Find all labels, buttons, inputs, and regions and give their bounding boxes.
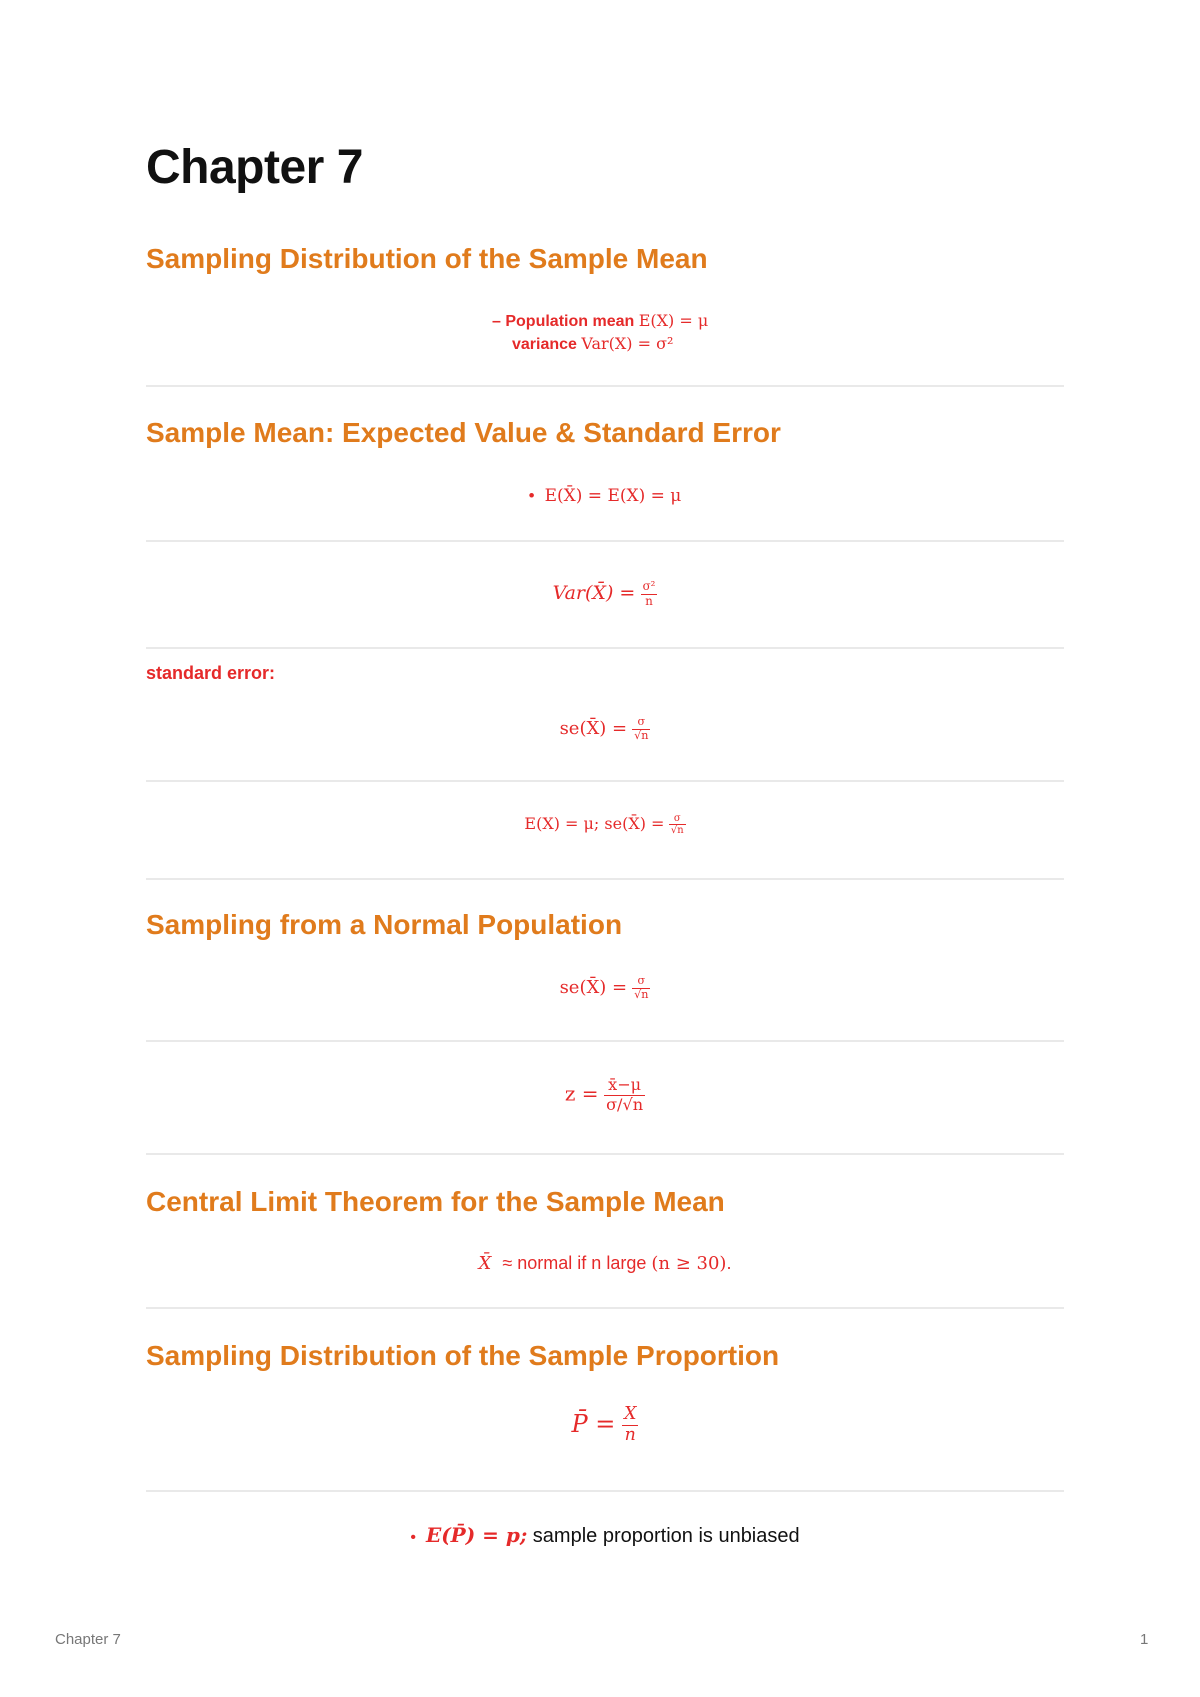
divider: [146, 385, 1064, 387]
expected-value-bullet: [146, 486, 1064, 506]
heading-normal-population: Sampling from a Normal Population: [146, 909, 623, 940]
z-numerator: x̄−μ: [608, 1075, 642, 1094]
standard-error-formula: [146, 716, 1064, 743]
standard-error-label: standard error:: [146, 663, 276, 683]
normal-se-lhs: se(X̄) =: [559, 977, 628, 999]
clt-statement: [146, 1253, 1064, 1274]
variance-line: [492, 333, 708, 356]
proportion-unbiased-bullet: [146, 1523, 1064, 1548]
proportion-lhs: P̄ =: [571, 1409, 616, 1438]
clt-period: .: [726, 1253, 732, 1273]
z-denominator: σ/√n: [606, 1094, 644, 1114]
variance-lhs: Var(X̄) =: [552, 582, 636, 605]
se-denominator: √n: [634, 728, 649, 742]
heading-sampling-distribution-mean: Sampling Distribution of the Sample Mean: [146, 243, 708, 274]
z-fraction: [604, 1076, 645, 1114]
summary-denominator: √n: [670, 825, 684, 837]
divider: [146, 540, 1064, 542]
divider: [146, 1153, 1064, 1155]
population-params: [492, 310, 708, 356]
variance-numerator: σ²: [642, 579, 656, 593]
bullet: •: [410, 1529, 416, 1546]
proportion-ev-formula: E(P̄) = p;: [425, 1523, 528, 1547]
proportion-formula: [146, 1405, 1064, 1446]
clt-condition: (n ≥ 30): [651, 1253, 727, 1274]
se-fraction: [632, 716, 650, 743]
bullet: •: [528, 486, 535, 505]
divider: [146, 878, 1064, 880]
population-mean-formula: E(X) = μ: [638, 311, 709, 330]
page-title: Chapter 7: [146, 141, 363, 194]
expected-value-formula: E(X̄) = E(X) = μ: [544, 486, 682, 506]
summary-numerator: σ: [673, 813, 681, 824]
se-lhs: se(X̄) =: [559, 718, 628, 740]
z-score-formula: [146, 1076, 1064, 1114]
proportion-fraction: [622, 1405, 638, 1446]
proportion-unbiased-text: sample proportion is unbiased: [532, 1525, 800, 1547]
clt-approx: ≈: [502, 1253, 513, 1273]
variance-label: variance: [512, 336, 577, 353]
variance-denominator: n: [641, 594, 658, 609]
summary-fraction: [669, 813, 686, 837]
se-numerator: σ: [637, 715, 646, 728]
footer-chapter: Chapter 7: [55, 1631, 121, 1648]
divider: [146, 647, 1064, 649]
variance-of-mean-formula: [146, 580, 1064, 608]
divider: [146, 1490, 1064, 1492]
normal-se-denominator: √n: [634, 987, 649, 1001]
clt-text: normal if n large: [517, 1253, 647, 1273]
heading-sample-proportion: Sampling Distribution of the Sample Proportion: [146, 1340, 780, 1371]
page-number: 1: [1140, 1631, 1149, 1648]
heading-sample-mean-expected-value: Sample Mean: Expected Value & Standard Error: [146, 417, 781, 448]
mean-and-se-summary: [146, 813, 1064, 837]
normal-se-formula: [146, 975, 1064, 1002]
z-lhs: z =: [564, 1081, 599, 1106]
divider: [146, 1307, 1064, 1309]
divider: [146, 1040, 1064, 1042]
summary-lhs: E(X) = μ; se(X̄) =: [524, 814, 665, 834]
clt-symbol: X̄: [478, 1253, 492, 1274]
variance-fraction: [641, 580, 658, 608]
variance-formula: Var(X) = σ²: [581, 334, 674, 353]
proportion-denominator: n: [622, 1425, 638, 1446]
population-mean-label: Population mean: [505, 313, 635, 330]
heading-central-limit-theorem: Central Limit Theorem for the Sample Mean: [146, 1186, 725, 1217]
divider: [146, 780, 1064, 782]
dash: –: [492, 313, 501, 330]
population-mean-line: [492, 310, 708, 333]
normal-se-fraction: [632, 975, 650, 1002]
normal-se-numerator: σ: [637, 974, 646, 987]
proportion-numerator: X: [624, 1404, 637, 1424]
